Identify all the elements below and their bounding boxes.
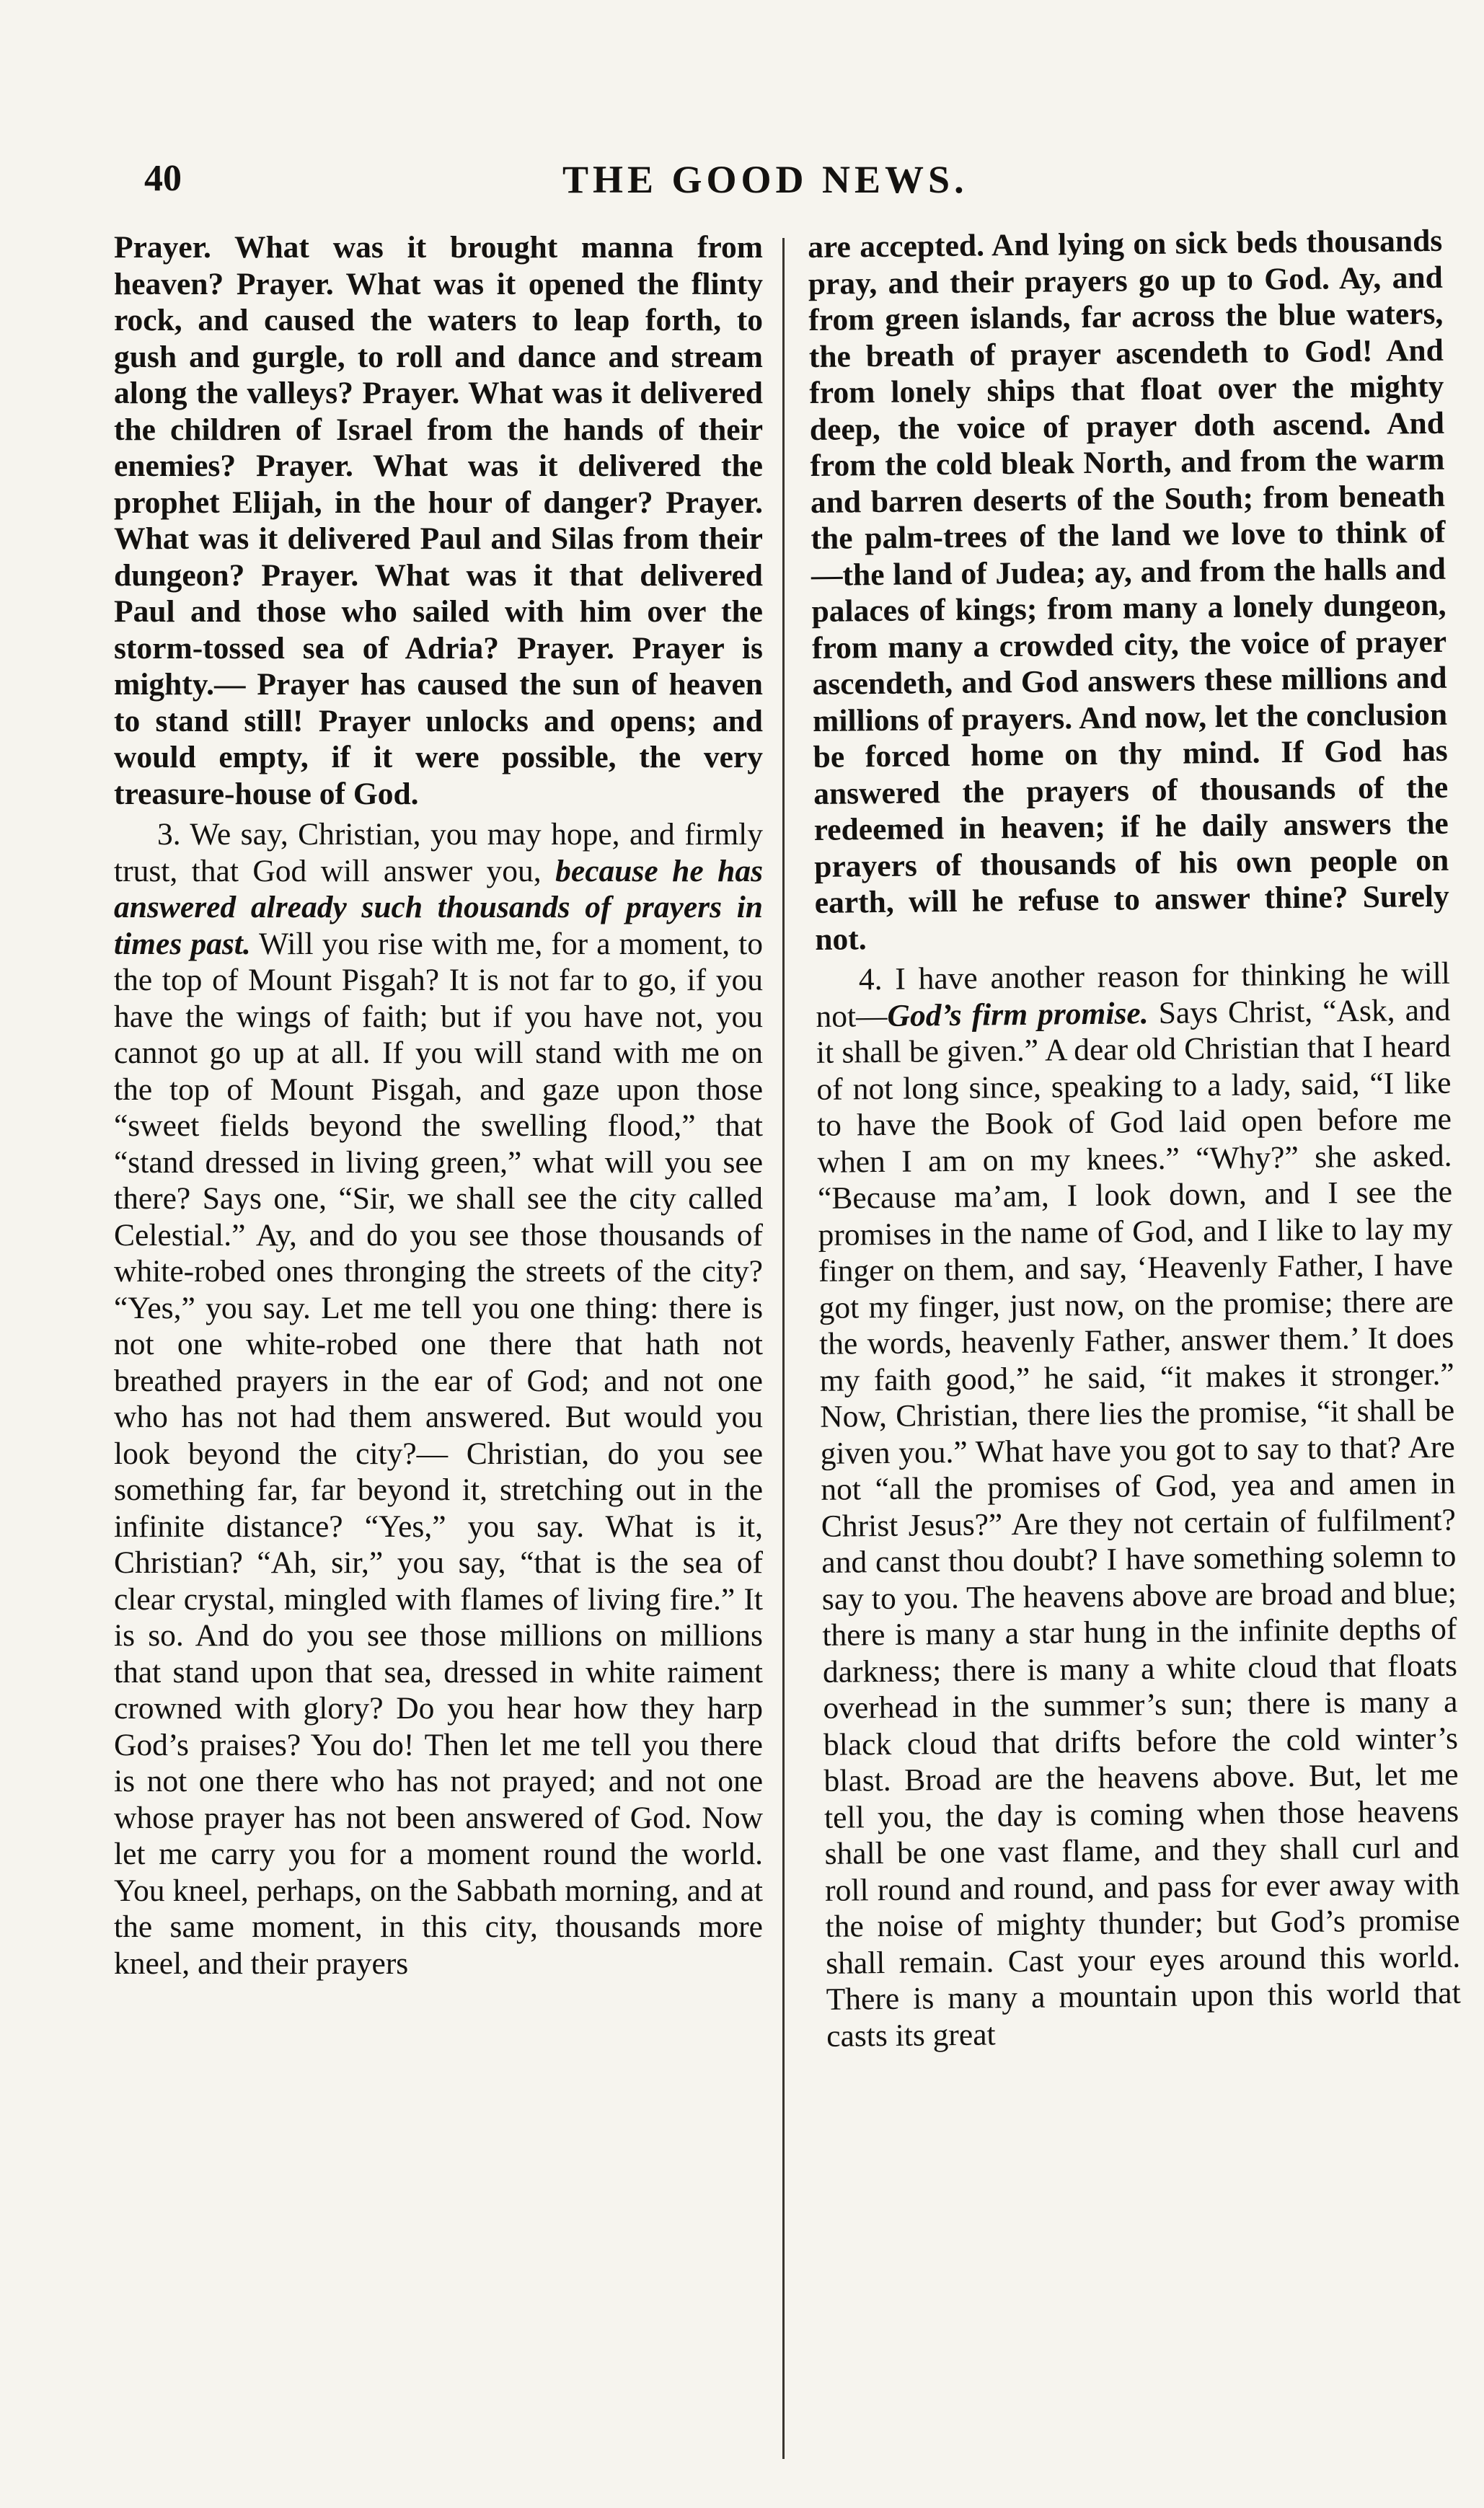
page-header — [144, 157, 1412, 208]
right-paragraph-1: are accepted. And lying on sick beds thousands pray, and their prayers go up to God. Ay, and from green islands, far across the blue waters, the breath of prayer ascendeth to God! And from lonely ships that float over the mighty deep, the voice of prayer doth ascend. And from the cold bleak North, and from the warm and barren deserts of the South; from beneath the palm-trees of the land we love to think of —the land of Judea; ay, and from the halls and palaces of kings; from many a lonely dungeon, from many a crowded city, the voice of prayer ascendeth, and God answers these millions and millions of prayers. And now, let the conclusion be forced home on thy mind. If God has answered the prayers of thousands of the redeemed in heaven; if he daily answers the prayers of thousands of his own people on earth, will he refuse to answer thine? Surely not. — [808, 223, 1449, 957]
right-paragraph-2-start: 4. I have another reason for thinking he will not— — [816, 955, 1451, 1034]
left-paragraph-2-start: 3. We say, Christian, you may hope, and firmly trust, that God will answer you, — [114, 817, 763, 888]
right-paragraph-2-italic: God’s firm promise. — [887, 995, 1149, 1033]
page-number: 40 — [144, 158, 182, 199]
running-title: THE GOOD NEWS. — [562, 158, 968, 201]
left-paragraph-1: Prayer. What was it brought manna from heaven? Prayer. What was it opened the flinty rock, and caused the waters to leap forth, to gush and gurgle, to roll and dance and stream along the valleys? Prayer. What was it delivered the children of Israel from the hands of their enemies? Prayer. What was it delivered the prophet Elijah, in the hour of danger? Prayer. What was it delivered Paul and Silas from their dungeon? Prayer. What was it that delivered Paul and those who sailed with him over the storm-tossed sea of Adria? Prayer. Prayer is mighty.— Prayer has caused the sun of heaven to stand still! Prayer unlocks and opens; and would empty, if it were possible, the very treasure-house of God. — [114, 230, 763, 811]
left-column — [114, 229, 763, 1982]
right-paragraph-2-rest: Says Christ, “Ask, and it shall be given.” A dear old Christian that I heard of not long since, speaking to a lady, said, “I like to have the Book of God laid open before me when I am on my knees.” “Why?” she asked. “Because ma’am, I look down, and I see the promises in the name of God, and I like to lay my finger on them, and say, ‘Heavenly Father, I have got my finger, just now, on the promise; there are the words, heavenly Father, answer them.’ It does my faith good,” he said, “it makes it stronger.” Now, Christian, there lies the promise, “it shall be given you.” What have you got to say to that? Are not “all the promises of God, yea and amen in Christ Jesus?” Are they not certain of fulfilment? and canst thou doubt? I have something solemn to say to you. The heavens above are broad and blue; there is many a star hung in the infinite depths of darkness; there is many a white cloud that floats overhead in the summer’s sun; there is many a black cloud that drifts before the cold winter’s blast. Broad are the heavens above. But, let me tell you, the day is coming when those heavens shall be one vast flame, and they shall curl and roll round and round, and pass for ever away with the noise of mighty thunder; but God’s promise shall remain. Cast your eyes around this world. There is many a mountain upon this world that casts its great — [816, 992, 1461, 2054]
left-paragraph-2-rest: Will you rise with me, for a moment, to the top of Mount Pisgah? It is not far to go, if you have the wings of faith; but if you have not, you cannot go up at all. If you will stand with me on the top of Mount Pisgah, and gaze upon those “sweet fields beyond the swelling flood,” that “stand dressed in living green,” what will you see there? Says one, “Sir, we shall see the city called Celestial.” Ay, and do you see those thousands of white-robed ones thronging the streets of the city? “Yes,” you say. Let me tell you one thing: there is not one white-robed one there that hath not breathed prayers in the ear of God; and not one who has not had them answered. But would you look beyond the city?— Christian, do you see something far, far beyond it, stretching out in the infinite distance? “Yes,” you say. What is it, Christian? “Ah, sir,” you say, “that is the sea of clear crystal, mingled with flames of living fire.” It is so. And do you see those millions on millions that stand upon that sea, dressed in white raiment crowned with glory? Do you hear how they harp God’s praises? You do! Then let me tell you there is not one there who has not prayed; and not one whose prayer has not been answered of God. Now let me carry you for a moment round the world. You kneel, perhaps, on the Sabbath morning, and at the same moment, in this city, thousands more kneel, and their prayers — [114, 926, 763, 1981]
left-paragraph-2-italic: because he has answered already such thousands of prayers in times past. — [114, 853, 764, 961]
right-paragraph-2 — [816, 955, 1462, 2054]
column-divider — [782, 238, 785, 2459]
left-paragraph-2 — [114, 816, 763, 1982]
right-column — [808, 223, 1461, 2054]
